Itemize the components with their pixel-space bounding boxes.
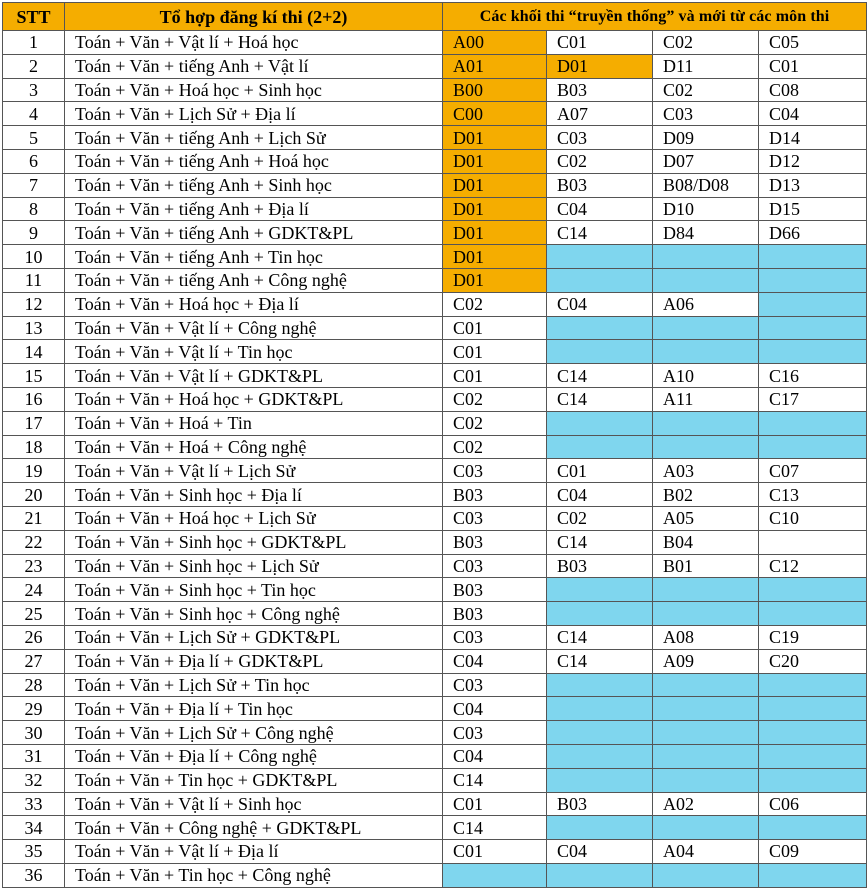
- exam-block-code: C03: [443, 554, 547, 578]
- subject-combination: Toán + Văn + Vật lí + GDKT&PL: [65, 364, 443, 388]
- exam-block-code: [443, 863, 547, 887]
- exam-block-code: [759, 268, 867, 292]
- exam-block-code: D01: [443, 126, 547, 150]
- exam-block-code: C08: [759, 78, 867, 102]
- exam-block-code: [547, 673, 653, 697]
- subject-combination: Toán + Văn + tiếng Anh + Lịch Sử: [65, 126, 443, 150]
- table-row: [3, 126, 867, 150]
- exam-block-code: C03: [443, 506, 547, 530]
- subject-combination: Toán + Văn + Hoá + Công nghệ: [65, 435, 443, 459]
- exam-block-code: C03: [443, 673, 547, 697]
- row-number: 6: [3, 149, 65, 173]
- table-row: [3, 459, 867, 483]
- exam-block-code: [759, 530, 867, 554]
- exam-block-code: C14: [443, 816, 547, 840]
- exam-block-code: D66: [759, 221, 867, 245]
- exam-block-code: A11: [653, 387, 759, 411]
- header-blocks: Các khối thi “truyền thống” và mới từ các môn thi: [443, 3, 867, 31]
- subject-combination: Toán + Văn + Vật lí + Hoá học: [65, 31, 443, 55]
- table-row: [3, 816, 867, 840]
- exam-block-code: C01: [443, 364, 547, 388]
- exam-block-code: C04: [547, 483, 653, 507]
- exam-block-code: C01: [443, 340, 547, 364]
- table-row: [3, 54, 867, 78]
- exam-block-code: [759, 768, 867, 792]
- exam-block-code: [759, 316, 867, 340]
- table-row: [3, 292, 867, 316]
- exam-block-code: A08: [653, 625, 759, 649]
- row-number: 14: [3, 340, 65, 364]
- exam-block-code: C01: [443, 316, 547, 340]
- subject-combination: Toán + Văn + Vật lí + Công nghệ: [65, 316, 443, 340]
- exam-block-code: B03: [443, 578, 547, 602]
- subject-combination: Toán + Văn + Vật lí + Tin học: [65, 340, 443, 364]
- exam-block-code: C20: [759, 649, 867, 673]
- table-row: [3, 411, 867, 435]
- exam-block-code: [653, 435, 759, 459]
- row-number: 28: [3, 673, 65, 697]
- table-body: [3, 31, 867, 888]
- table-row: [3, 173, 867, 197]
- subject-combination: Toán + Văn + Hoá học + GDKT&PL: [65, 387, 443, 411]
- exam-block-code: C02: [653, 31, 759, 55]
- table-row: [3, 197, 867, 221]
- exam-block-code: [653, 340, 759, 364]
- row-number: 12: [3, 292, 65, 316]
- exam-block-code: C02: [443, 435, 547, 459]
- exam-block-code: A04: [653, 840, 759, 864]
- row-number: 15: [3, 364, 65, 388]
- subject-combination: Toán + Văn + tiếng Anh + Sinh học: [65, 173, 443, 197]
- exam-block-code: [653, 863, 759, 887]
- exam-block-code: [759, 435, 867, 459]
- subject-combination: Toán + Văn + Vật lí + Địa lí: [65, 840, 443, 864]
- exam-block-code: D01: [547, 54, 653, 78]
- row-number: 31: [3, 744, 65, 768]
- subject-combination: Toán + Văn + Lịch Sử + Tin học: [65, 673, 443, 697]
- exam-block-code: D01: [443, 268, 547, 292]
- table-row: [3, 697, 867, 721]
- exam-block-code: C14: [547, 221, 653, 245]
- exam-block-code: B03: [443, 530, 547, 554]
- row-number: 25: [3, 602, 65, 626]
- table-row: [3, 268, 867, 292]
- row-number: 17: [3, 411, 65, 435]
- row-number: 9: [3, 221, 65, 245]
- exam-block-code: [653, 316, 759, 340]
- table-row: [3, 364, 867, 388]
- row-number: 36: [3, 863, 65, 887]
- row-number: 3: [3, 78, 65, 102]
- exam-block-code: A10: [653, 364, 759, 388]
- row-number: 20: [3, 483, 65, 507]
- table-row: [3, 840, 867, 864]
- exam-block-code: A03: [653, 459, 759, 483]
- exam-block-code: [547, 435, 653, 459]
- table-row: [3, 483, 867, 507]
- exam-block-code: [759, 697, 867, 721]
- exam-block-code: [759, 673, 867, 697]
- subject-combination: Toán + Văn + Hoá học + Địa lí: [65, 292, 443, 316]
- table-row: [3, 768, 867, 792]
- exam-block-code: C16: [759, 364, 867, 388]
- exam-block-code: [547, 411, 653, 435]
- subject-combination: Toán + Văn + Địa lí + GDKT&PL: [65, 649, 443, 673]
- exam-block-code: A07: [547, 102, 653, 126]
- exam-block-code: D13: [759, 173, 867, 197]
- table-row: [3, 721, 867, 745]
- exam-block-code: C14: [547, 387, 653, 411]
- subject-combination: Toán + Văn + Hoá + Tin: [65, 411, 443, 435]
- subject-combination: Toán + Văn + Lịch Sử + Địa lí: [65, 102, 443, 126]
- subject-combination: Toán + Văn + Lịch Sử + GDKT&PL: [65, 625, 443, 649]
- row-number: 13: [3, 316, 65, 340]
- table-row: [3, 792, 867, 816]
- exam-block-code: [547, 744, 653, 768]
- exam-block-code: [759, 340, 867, 364]
- subject-combination: Toán + Văn + tiếng Anh + Địa lí: [65, 197, 443, 221]
- exam-block-code: C03: [443, 459, 547, 483]
- exam-block-code: C14: [443, 768, 547, 792]
- exam-block-code: C03: [443, 721, 547, 745]
- subject-combination: Toán + Văn + Vật lí + Lịch Sử: [65, 459, 443, 483]
- subject-combination: Toán + Văn + tiếng Anh + Vật lí: [65, 54, 443, 78]
- subject-combination: Toán + Văn + Sinh học + Tin học: [65, 578, 443, 602]
- exam-block-code: [653, 816, 759, 840]
- exam-block-code: [653, 602, 759, 626]
- exam-block-code: C02: [653, 78, 759, 102]
- header-combo: Tổ hợp đăng kí thi (2+2): [65, 3, 443, 31]
- subject-combination: Toán + Văn + Sinh học + Địa lí: [65, 483, 443, 507]
- exam-block-code: A09: [653, 649, 759, 673]
- subject-combination: Toán + Văn + Hoá học + Sinh học: [65, 78, 443, 102]
- exam-block-code: D15: [759, 197, 867, 221]
- exam-block-code: C03: [653, 102, 759, 126]
- exam-block-code: [759, 578, 867, 602]
- subject-combination: Toán + Văn + Tin học + GDKT&PL: [65, 768, 443, 792]
- exam-block-code: C17: [759, 387, 867, 411]
- exam-block-code: [547, 816, 653, 840]
- table-row: [3, 625, 867, 649]
- exam-block-code: C12: [759, 554, 867, 578]
- table-row: [3, 506, 867, 530]
- exam-block-code: C02: [547, 506, 653, 530]
- exam-block-code: C01: [443, 792, 547, 816]
- row-number: 23: [3, 554, 65, 578]
- exam-block-code: [759, 411, 867, 435]
- exam-block-code: B03: [547, 554, 653, 578]
- row-number: 19: [3, 459, 65, 483]
- table-row: [3, 387, 867, 411]
- subject-combination: Toán + Văn + tiếng Anh + Tin học: [65, 245, 443, 269]
- subject-combination: Toán + Văn + Tin học + Công nghệ: [65, 863, 443, 887]
- table-row: [3, 863, 867, 887]
- exam-block-code: [759, 816, 867, 840]
- row-number: 1: [3, 31, 65, 55]
- exam-block-code: D12: [759, 149, 867, 173]
- subject-combination: Toán + Văn + Sinh học + Công nghệ: [65, 602, 443, 626]
- exam-block-code: B04: [653, 530, 759, 554]
- row-number: 30: [3, 721, 65, 745]
- exam-block-code: C01: [547, 31, 653, 55]
- exam-block-code: B03: [547, 78, 653, 102]
- table-row: [3, 530, 867, 554]
- exam-block-code: A06: [653, 292, 759, 316]
- exam-block-code: C14: [547, 364, 653, 388]
- exam-block-code: B01: [653, 554, 759, 578]
- row-number: 27: [3, 649, 65, 673]
- row-number: 22: [3, 530, 65, 554]
- exam-block-code: B03: [443, 483, 547, 507]
- exam-block-code: D07: [653, 149, 759, 173]
- exam-block-code: C14: [547, 625, 653, 649]
- table-row: [3, 602, 867, 626]
- exam-block-code: [547, 340, 653, 364]
- exam-block-code: C09: [759, 840, 867, 864]
- row-number: 10: [3, 245, 65, 269]
- exam-block-code: [547, 316, 653, 340]
- exam-block-code: B03: [547, 792, 653, 816]
- row-number: 33: [3, 792, 65, 816]
- exam-block-code: C04: [547, 197, 653, 221]
- table-header-row: [3, 3, 867, 31]
- table-row: [3, 245, 867, 269]
- exam-block-code: C04: [547, 840, 653, 864]
- exam-block-code: C06: [759, 792, 867, 816]
- row-number: 35: [3, 840, 65, 864]
- exam-block-code: D84: [653, 221, 759, 245]
- row-number: 34: [3, 816, 65, 840]
- exam-block-code: B08/D08: [653, 173, 759, 197]
- table-row: [3, 78, 867, 102]
- exam-block-code: [547, 863, 653, 887]
- subject-combination: Toán + Văn + Vật lí + Sinh học: [65, 792, 443, 816]
- row-number: 5: [3, 126, 65, 150]
- row-number: 29: [3, 697, 65, 721]
- row-number: 26: [3, 625, 65, 649]
- exam-block-code: [653, 721, 759, 745]
- exam-block-code: [759, 245, 867, 269]
- subject-combination: Toán + Văn + Sinh học + GDKT&PL: [65, 530, 443, 554]
- row-number: 11: [3, 268, 65, 292]
- exam-block-code: [547, 697, 653, 721]
- exam-block-code: C19: [759, 625, 867, 649]
- exam-block-code: [547, 721, 653, 745]
- exam-block-code: B02: [653, 483, 759, 507]
- subject-combination: Toán + Văn + tiếng Anh + GDKT&PL: [65, 221, 443, 245]
- exam-block-code: [547, 768, 653, 792]
- exam-block-code: C00: [443, 102, 547, 126]
- exam-block-code: [653, 411, 759, 435]
- exam-block-code: [653, 245, 759, 269]
- subject-combination: Toán + Văn + Lịch Sử + Công nghệ: [65, 721, 443, 745]
- exam-block-code: A01: [443, 54, 547, 78]
- exam-block-code: [547, 578, 653, 602]
- row-number: 2: [3, 54, 65, 78]
- exam-block-code: C03: [443, 625, 547, 649]
- exam-combination-table: [2, 2, 867, 888]
- exam-block-code: C14: [547, 649, 653, 673]
- exam-block-code: A00: [443, 31, 547, 55]
- row-number: 18: [3, 435, 65, 459]
- exam-block-code: D01: [443, 173, 547, 197]
- row-number: 7: [3, 173, 65, 197]
- row-number: 24: [3, 578, 65, 602]
- row-number: 32: [3, 768, 65, 792]
- exam-block-code: [547, 602, 653, 626]
- exam-block-code: D01: [443, 149, 547, 173]
- exam-block-code: C02: [443, 411, 547, 435]
- row-number: 4: [3, 102, 65, 126]
- header-stt: STT: [3, 3, 65, 31]
- exam-block-code: [653, 697, 759, 721]
- exam-block-code: C05: [759, 31, 867, 55]
- row-number: 8: [3, 197, 65, 221]
- exam-block-code: C04: [547, 292, 653, 316]
- exam-block-code: C03: [547, 126, 653, 150]
- subject-combination: Toán + Văn + Địa lí + Công nghệ: [65, 744, 443, 768]
- exam-block-code: D14: [759, 126, 867, 150]
- exam-block-code: C02: [547, 149, 653, 173]
- table-row: [3, 554, 867, 578]
- exam-block-code: C04: [443, 697, 547, 721]
- table-row: [3, 744, 867, 768]
- subject-combination: Toán + Văn + tiếng Anh + Hoá học: [65, 149, 443, 173]
- exam-block-code: A02: [653, 792, 759, 816]
- exam-block-code: B00: [443, 78, 547, 102]
- exam-block-code: C01: [443, 840, 547, 864]
- exam-block-code: [759, 721, 867, 745]
- table-row: [3, 673, 867, 697]
- table-row: [3, 102, 867, 126]
- table-row: [3, 149, 867, 173]
- subject-combination: Toán + Văn + Địa lí + Tin học: [65, 697, 443, 721]
- exam-block-code: [653, 578, 759, 602]
- table-row: [3, 316, 867, 340]
- exam-block-code: B03: [547, 173, 653, 197]
- row-number: 21: [3, 506, 65, 530]
- exam-block-code: C04: [443, 649, 547, 673]
- exam-block-code: B03: [443, 602, 547, 626]
- row-number: 16: [3, 387, 65, 411]
- exam-block-code: [547, 245, 653, 269]
- exam-block-code: D09: [653, 126, 759, 150]
- exam-block-code: [759, 863, 867, 887]
- exam-block-code: C02: [443, 387, 547, 411]
- exam-block-code: C07: [759, 459, 867, 483]
- table-row: [3, 221, 867, 245]
- exam-block-code: C13: [759, 483, 867, 507]
- exam-block-code: [653, 268, 759, 292]
- table-row: [3, 649, 867, 673]
- exam-block-code: [547, 268, 653, 292]
- exam-block-code: C01: [547, 459, 653, 483]
- table-row: [3, 435, 867, 459]
- table-row: [3, 578, 867, 602]
- exam-block-code: C10: [759, 506, 867, 530]
- exam-block-code: D11: [653, 54, 759, 78]
- exam-block-code: C14: [547, 530, 653, 554]
- exam-block-code: C04: [759, 102, 867, 126]
- table-row: [3, 340, 867, 364]
- exam-block-code: D01: [443, 245, 547, 269]
- exam-block-code: C01: [759, 54, 867, 78]
- exam-block-code: C04: [443, 744, 547, 768]
- exam-block-code: [759, 744, 867, 768]
- subject-combination: Toán + Văn + Sinh học + Lịch Sử: [65, 554, 443, 578]
- exam-block-code: D01: [443, 197, 547, 221]
- subject-combination: Toán + Văn + Công nghệ + GDKT&PL: [65, 816, 443, 840]
- exam-block-code: D10: [653, 197, 759, 221]
- exam-block-code: [653, 768, 759, 792]
- exam-block-code: [653, 744, 759, 768]
- exam-block-code: [653, 673, 759, 697]
- subject-combination: Toán + Văn + tiếng Anh + Công nghệ: [65, 268, 443, 292]
- exam-block-code: C02: [443, 292, 547, 316]
- exam-block-code: [759, 602, 867, 626]
- exam-block-code: [759, 292, 867, 316]
- table-row: [3, 31, 867, 55]
- exam-block-code: A05: [653, 506, 759, 530]
- subject-combination: Toán + Văn + Hoá học + Lịch Sử: [65, 506, 443, 530]
- exam-block-code: D01: [443, 221, 547, 245]
